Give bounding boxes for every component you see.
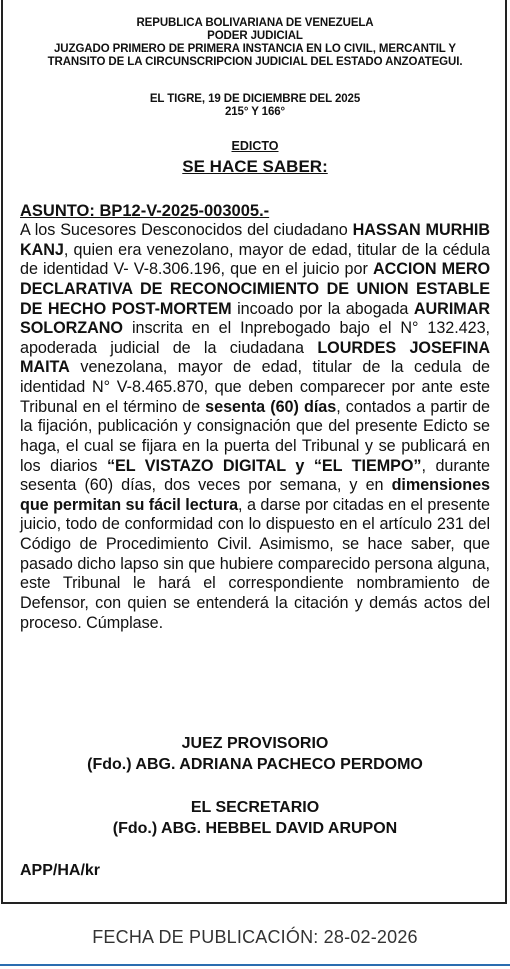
body-text: , durante sesenta (60) días, dos veces por semana, y en — [20, 456, 491, 495]
body-bold-term: sesenta (60) días — [205, 397, 337, 416]
secretary-title: EL SECRETARIO — [190, 799, 320, 816]
header-date: EL TIGRE, 19 DE DICIEMBRE DEL 2025 — [149, 93, 361, 105]
body-text: , a darse por citadas en el presente juicio, todo de conformidad con lo dispuesto en el artículo 231 del Código de Procedimiento Civil. Asimismo, se hace saber, que pasado dicho lapso sin que hubiere comparecido persona alguna, este Tribunal le hará el correspondiente nombramiento de Defensor, con quien se entenderá la citación y demás actos del proceso. Cúmplase. — [20, 495, 491, 632]
publication-date: FECHA DE PUBLICACIÓN: 28-02-2026 — [92, 927, 418, 947]
body-bold-newspapers: “EL VISTAZO DIGITAL y “EL TIEMPO” — [106, 456, 422, 475]
body-bold-dimensions: dimensiones que permitan su fácil lectura — [20, 476, 490, 514]
edicto-label: EDICTO — [231, 139, 279, 153]
body-text: A los Sucesores Desconocidos del ciudadano — [20, 221, 353, 239]
judge-name: (Fdo.) ABG. ADRIANA PACHECO PERDOMO — [87, 756, 423, 773]
edicto-title: SE HACE SABER: — [182, 157, 328, 176]
body-bold-lawyer: AURIMAR SOLORZANO — [20, 299, 490, 338]
judge-title: JUEZ PROVISORIO — [181, 735, 329, 752]
document-header — [0, 17, 510, 69]
body-text: , contados a partir de la fijación, publicación y consignación que del presente Edicto se haga, el cual se fijara en la puerta del Tribunal y se publicará en los diarios — [20, 397, 490, 475]
body-bold-citizen: LOURDES JOSEFINA MAITA — [20, 338, 490, 377]
header-power: PODER JUDICIAL — [207, 30, 303, 42]
header-court-line1: JUZGADO PRIMERO DE PRIMERA INSTANCIA EN LO CIVIL, MERCANTIL Y — [54, 43, 456, 55]
header-republic: REPUBLICA BOLIVARIANA DE VENEZUELA — [136, 17, 374, 29]
footer-divider — [0, 964, 510, 966]
reference-initials: APP/HA/kr — [20, 862, 101, 879]
body-text: venezolana, mayor de edad, titular de la cedula de identidad N° V-8.465.870, que deben comparecer por ante este Tribunal en el término de — [20, 358, 490, 416]
asunto-line: ASUNTO: BP12-V-2025-003005.- — [20, 202, 270, 220]
body-bold-action: ACCION MERO DECLARATIVA DE RECONOCIMIENTO DE UNION ESTABLE DE HECHO POST-MORTEM — [20, 260, 491, 318]
body-text: incoado por la abogada — [231, 299, 414, 318]
edicto-body — [20, 221, 490, 633]
judge-signature — [0, 733, 510, 775]
body-text: inscrita en el Inprebogado bajo el N° 132.423, apoderada judicial de la ciudadana — [20, 319, 490, 357]
secretary-signature — [0, 797, 510, 839]
document-date-block — [0, 93, 510, 119]
body-bold-name: HASSAN MURHIB KANJ — [20, 221, 490, 259]
header-years: 215° Y 166° — [224, 106, 286, 118]
header-court-line2: TRANSITO DE LA CIRCUNSCRIPCION JUDICIAL DEL ESTADO ANZOATEGUI. — [47, 56, 463, 68]
body-text: , quien era venezolano, mayor de edad, titular de la cédula de identidad V- V-8.306.196, que en el juicio por — [20, 240, 490, 279]
secretary-name: (Fdo.) ABG. HEBBEL DAVID ARUPON — [112, 820, 398, 837]
